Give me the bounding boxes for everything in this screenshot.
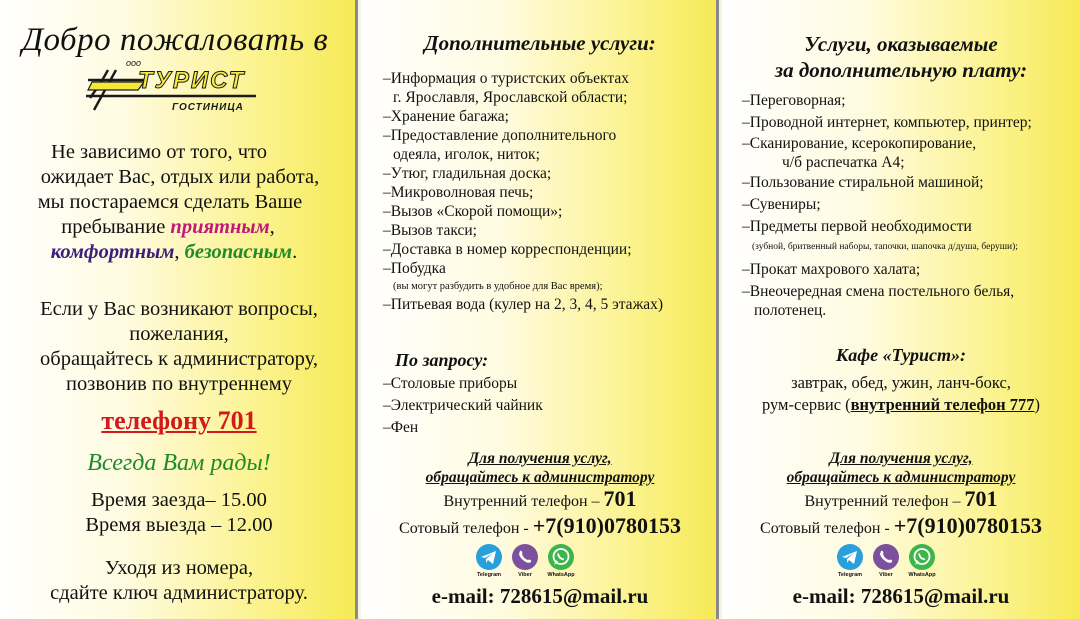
contact-block [722, 449, 1080, 609]
list-item: –Прокат махрового халата; [742, 261, 921, 278]
admin-phone: телефону 701 [101, 406, 257, 435]
email[interactable]: e-mail: 728615@mail.ru [431, 584, 649, 608]
list-item: –Пользование стиральной машиной; [742, 174, 984, 191]
whatsapp-icon[interactable] [908, 543, 936, 578]
contact-block [361, 449, 719, 609]
checkin-checkout [0, 488, 358, 538]
cafe-meals: завтрак, обед, ужин, ланч-бокс, [791, 373, 1011, 392]
list-item: –Вызов такси; [383, 222, 477, 239]
list-item: полотенец. [754, 302, 827, 319]
list-item: г. Ярославля, Ярославской области; [393, 89, 628, 106]
internal-phone [722, 487, 1080, 514]
questions-line: Если у Вас возникают вопросы, [40, 298, 318, 320]
cafe-title: Кафе «Турист»: [836, 345, 966, 365]
list-note: (вы могут разбудить в удобное для Вас время); [393, 281, 603, 292]
cafe-room-service-text: рум-сервис ( [761, 395, 851, 414]
contact-cta-line: Для получения услуг, [829, 450, 973, 467]
checkout-time: Время выезда – 12.00 [85, 514, 273, 536]
paid-title-line: за дополнительную плату: [774, 58, 1028, 82]
list-item: –Хранение багажа; [383, 108, 509, 125]
questions-line: обращайтесь к администратору, [40, 348, 318, 370]
questions-line: пожелания, [129, 323, 229, 345]
mobile-phone-number: +7(910)0780153 [532, 513, 681, 538]
whatsapp-label: WhatsApp [908, 572, 936, 578]
word-pleasant: приятным [170, 216, 270, 238]
paid-services-list [742, 90, 1032, 320]
list-item: –Побудка [383, 260, 446, 277]
telegram-label: Telegram [837, 572, 863, 578]
key-line: Уходя из номера, [104, 557, 254, 579]
key-notice [0, 556, 358, 606]
contact-cta-line: обращайтесь к администратору [786, 469, 1016, 486]
on-request-title: По запросу: [395, 350, 489, 370]
list-item: –Утюг, гладильная доска; [383, 165, 552, 182]
mobile-phone [361, 514, 719, 541]
welcome-title: Добро пожаловать в [22, 22, 329, 58]
list-item: –Сувениры; [742, 196, 821, 213]
list-item: –Проводной интернет, компьютер, принтер; [742, 114, 1032, 131]
internal-phone-number: 701 [603, 486, 637, 511]
viber-label: Viber [518, 572, 532, 578]
welcome-slogan: Всегда Вам рады! [87, 450, 271, 476]
contact-cta-line: Для получения услуг, [468, 450, 612, 467]
cafe-room-service [722, 394, 1080, 416]
list-item: –Внеочередная смена постельного белья, [742, 283, 1015, 300]
internal-phone [361, 487, 719, 514]
viber-label: Viber [879, 572, 893, 578]
cafe-info [722, 372, 1080, 416]
messenger-icons [722, 543, 1080, 578]
telegram-icon[interactable] [475, 543, 503, 578]
paid-title-line: Услуги, оказываемые [804, 32, 998, 56]
intro-line [0, 215, 358, 240]
extra-services-panel [361, 0, 719, 619]
logo-subtitle: ГОСТИНИЦА [172, 102, 244, 113]
extra-services-title: Дополнительные услуги: [424, 31, 656, 55]
word-safe: безопасным [184, 241, 293, 263]
questions-line: позвонив по внутреннему [66, 373, 292, 395]
list-item: –Доставка в номер корреспонденции; [383, 241, 632, 258]
list-item: –Информация о туристских объектах [383, 70, 629, 87]
list-item: –Переговорная; [742, 92, 846, 109]
list-item: –Вызов «Скорой помощи»; [383, 203, 563, 220]
list-item: –Сканирование, ксерокопирование, [742, 135, 977, 152]
punct: ) [1034, 395, 1041, 414]
list-item: –Питьевая вода (кулер на 2, 3, 4, 5 этажах) [383, 296, 664, 313]
list-item: –Предметы первой необходимости [742, 218, 972, 235]
messenger-icons [361, 543, 719, 578]
internal-phone-label: Внутренний телефон – [804, 493, 965, 510]
intro-line: ожидает Вас, отдых или работа, [40, 166, 320, 188]
list-item: –Электрический чайник [383, 397, 543, 414]
punct: . [292, 241, 298, 263]
punct: , [174, 241, 185, 263]
mobile-phone-number: +7(910)0780153 [893, 513, 1042, 538]
internal-phone-number: 701 [964, 486, 998, 511]
on-request-list [383, 373, 543, 439]
contact-cta-line: обращайтесь к администратору [425, 469, 655, 486]
whatsapp-icon[interactable] [547, 543, 575, 578]
intro-line: мы постараемся сделать Ваше [37, 191, 303, 213]
punct: , [269, 216, 275, 238]
extra-services-list [383, 69, 663, 314]
list-item: одеяла, иголок, ниток; [393, 146, 540, 163]
list-item: –Фен [383, 419, 419, 436]
key-line: сдайте ключ администратору. [50, 582, 308, 604]
logo-name: ТУРИСТ [138, 67, 246, 94]
intro-text: пребывание [61, 216, 171, 238]
cafe-phone: внутренний телефон 777 [850, 395, 1035, 414]
email[interactable]: e-mail: 728615@mail.ru [792, 584, 1010, 608]
mobile-phone-label: Сотовый телефон - [760, 520, 894, 537]
list-item: –Столовые приборы [383, 375, 518, 392]
list-item: –Предоставление дополнительного [383, 127, 617, 144]
intro-line: Не зависимо от того, что [51, 141, 267, 163]
viber-icon[interactable] [872, 543, 900, 578]
list-item: –Микроволновая печь; [383, 184, 534, 201]
viber-icon[interactable] [511, 543, 539, 578]
mobile-phone [722, 514, 1080, 541]
list-item: ч/б распечатка А4; [782, 154, 905, 171]
hotel-logo [86, 58, 266, 121]
questions-paragraph [0, 297, 358, 397]
checkin-time: Время заезда– 15.00 [91, 489, 267, 511]
mobile-phone-label: Сотовый телефон - [399, 520, 533, 537]
word-comfortable: комфортным [50, 241, 175, 263]
list-note: (зубной, бритвенный наборы, тапочки, шапочка д/душа, беруши); [752, 242, 1018, 252]
intro-paragraph [0, 140, 358, 265]
logo-prefix: ооо [126, 58, 142, 68]
intro-line [0, 240, 358, 265]
paid-services-title [722, 31, 1080, 83]
whatsapp-label: WhatsApp [547, 572, 575, 578]
internal-phone-label: Внутренний телефон – [443, 493, 604, 510]
paid-services-panel [722, 0, 1080, 619]
welcome-panel [0, 0, 358, 619]
telegram-label: Telegram [476, 572, 502, 578]
telegram-icon[interactable] [836, 543, 864, 578]
